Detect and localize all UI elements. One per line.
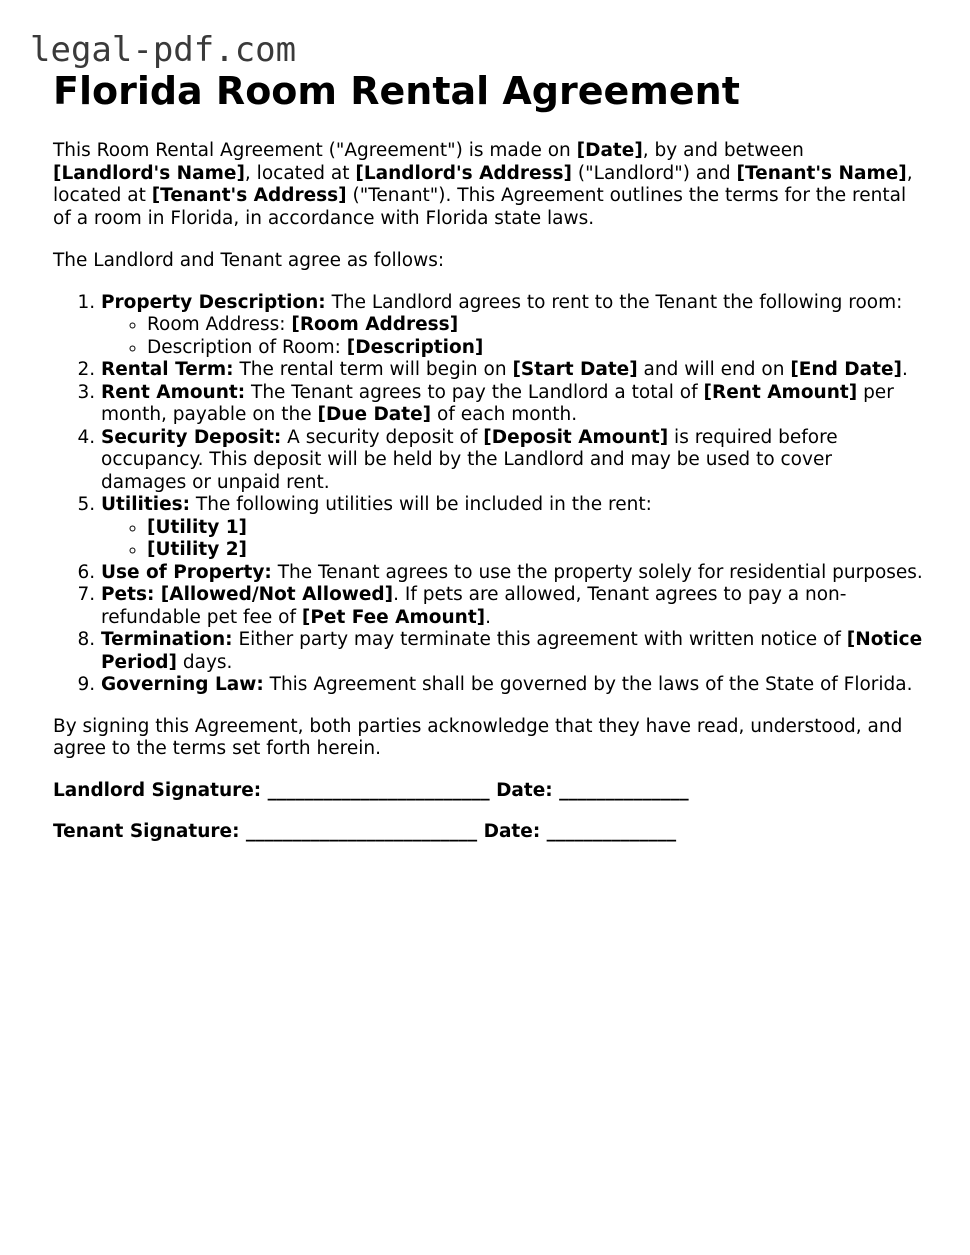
utility-placeholder: [Utility 1]	[147, 516, 248, 538]
end-date-placeholder: [End Date]	[790, 359, 902, 380]
term-heading: Rent Amount:	[101, 381, 246, 403]
terms-list	[53, 292, 923, 697]
agree-line: The Landlord and Tenant agree as follows:	[53, 250, 445, 271]
term-text: The Landlord agrees to rent to the Tenant the following room:	[325, 291, 903, 313]
term-property-description	[101, 292, 923, 360]
term-heading: Rental Term:	[101, 359, 234, 380]
document-title: Florida Room Rental Agreement	[53, 69, 740, 113]
room-address-placeholder: [Room Address]	[291, 314, 459, 335]
term-text: The Tenant agrees to use the property solely for residential purposes.	[271, 561, 923, 583]
term-rent-amount	[101, 382, 923, 427]
tenant-name-placeholder: [Tenant's Name]	[736, 162, 907, 184]
utility-item	[147, 539, 923, 562]
watermark: legal-pdf.com	[30, 30, 297, 70]
term-text: per month, payable on the	[101, 381, 894, 425]
intro-text: ("Landlord") and	[572, 162, 737, 184]
term-termination	[101, 629, 923, 674]
due-date-placeholder: [Due Date]	[317, 404, 432, 425]
term-text: .	[901, 359, 908, 380]
term-heading: Utilities:	[101, 494, 191, 515]
intro-text: , located at	[244, 162, 356, 184]
term-text: A security deposit of	[281, 426, 484, 448]
term-text: . If pets are allowed, Tenant agrees to pay a non-refundable pet fee of	[101, 584, 847, 628]
term-text: of each month.	[431, 404, 578, 425]
term-text: The rental term will begin on	[233, 359, 513, 380]
document-page	[53, 68, 923, 844]
term-use-of-property	[101, 562, 923, 585]
term-heading: Pets:	[101, 584, 155, 605]
term-heading: Governing Law:	[101, 674, 264, 695]
rent-amount-placeholder: [Rent Amount]	[703, 381, 858, 403]
room-address-label: Room Address:	[147, 314, 292, 335]
intro-text: This Room Rental Agreement ("Agreement") is made on	[53, 140, 577, 161]
term-text: The following utilities will be included in the rent:	[190, 494, 652, 515]
term-text: days.	[176, 651, 233, 673]
property-sub-list	[101, 314, 923, 359]
pets-choice-placeholder: [Allowed/Not Allowed]	[154, 584, 394, 605]
landlord-name-placeholder: [Landlord's Name]	[53, 162, 245, 184]
utilities-sub-list	[101, 517, 923, 562]
term-text: and will end on	[637, 359, 791, 380]
term-pets	[101, 584, 923, 629]
room-address-item	[147, 314, 923, 337]
notice-period-placeholder: [Notice Period]	[101, 629, 923, 673]
start-date-placeholder: [Start Date]	[512, 359, 638, 380]
utility-placeholder: [Utility 2]	[147, 539, 248, 560]
intro-paragraph	[53, 140, 923, 230]
term-heading: Property Description:	[101, 291, 326, 313]
term-heading: Use of Property:	[101, 561, 272, 583]
term-text: This Agreement shall be governed by the laws of the State of Florida.	[263, 674, 913, 695]
room-description-placeholder: [Description]	[346, 336, 484, 358]
landlord-signature-line: Landlord Signature: ________________________ Date: ______________	[53, 779, 689, 801]
tenant-address-placeholder: [Tenant's Address]	[151, 185, 347, 206]
term-heading: Security Deposit:	[101, 426, 282, 448]
date-placeholder: [Date]	[576, 140, 643, 161]
room-description-item	[147, 337, 923, 360]
room-description-label: Description of Room:	[147, 336, 347, 358]
intro-text: , located at	[53, 162, 913, 206]
deposit-amount-placeholder: [Deposit Amount]	[483, 426, 669, 448]
tenant-signature-line: Tenant Signature: _________________________ Date: ______________	[53, 821, 677, 842]
intro-text: ("Tenant"). This Agreement outlines the terms for the rental of a room in Florida, in accordance with Florida state laws.	[53, 185, 907, 229]
landlord-address-placeholder: [Landlord's Address]	[355, 162, 573, 184]
term-text: is required before occupancy. This deposit will be held by the Landlord and may be used to cover damages or unpaid rent.	[101, 426, 838, 493]
term-heading: Termination:	[101, 629, 233, 650]
closing-paragraph: By signing this Agreement, both parties acknowledge that they have read, understood, and agree to the terms set forth herein.	[53, 715, 903, 759]
term-governing-law	[101, 674, 923, 697]
intro-text: , by and between	[642, 140, 804, 161]
term-rental-term	[101, 359, 923, 382]
term-utilities	[101, 494, 923, 562]
term-text: Either party may terminate this agreement with written notice of	[232, 629, 847, 650]
pet-fee-placeholder: [Pet Fee Amount]	[301, 606, 486, 628]
term-text: .	[485, 606, 492, 628]
term-text: The Tenant agrees to pay the Landlord a total of	[245, 381, 704, 403]
utility-item	[147, 517, 923, 540]
term-security-deposit	[101, 427, 923, 495]
